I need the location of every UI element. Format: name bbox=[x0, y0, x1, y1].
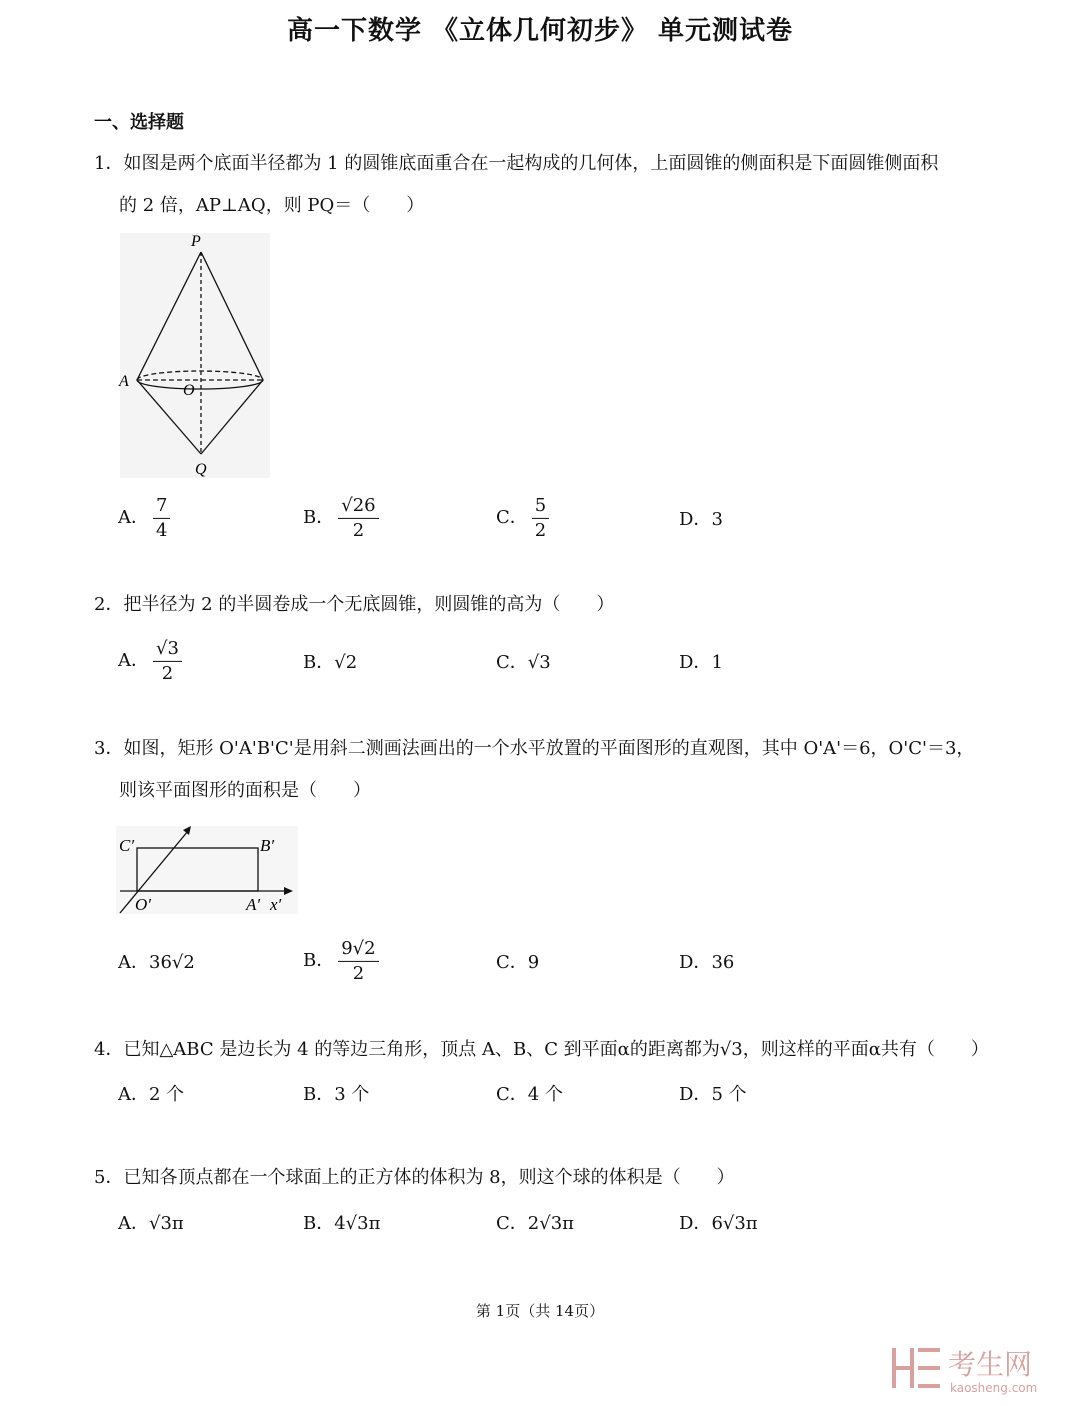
page-title: 高一下数学 《立体几何初步》 单元测试卷 bbox=[286, 16, 794, 46]
label-a-prime: A′ bbox=[246, 895, 261, 914]
question-3-line2: 则该平面图形的面积是（ ） bbox=[119, 780, 371, 801]
watermark-domain: kaosheng.com bbox=[950, 1381, 1038, 1395]
question-3 bbox=[94, 728, 994, 812]
label-p: P bbox=[191, 233, 201, 250]
question-4 bbox=[94, 1029, 1014, 1071]
label-o-prime: O′ bbox=[135, 895, 151, 914]
q1-option-a[interactable]: A． $\frac{7}{4}$ bbox=[118, 495, 170, 541]
watermark-mark-icon bbox=[894, 1348, 940, 1388]
label-x-prime: x′ bbox=[270, 895, 282, 914]
q5-option-d[interactable]: D．6√3π bbox=[679, 1213, 758, 1234]
q4-option-d[interactable]: D．5 个 bbox=[679, 1084, 747, 1105]
q4-option-a[interactable]: A．2 个 bbox=[118, 1084, 185, 1105]
question-1-line2: 的 2 倍，AP⊥AQ，则 PQ＝（ ） bbox=[119, 195, 425, 216]
page-footer: 第 1页（共 14页） bbox=[475, 1302, 605, 1320]
q1-option-b[interactable]: B． $\frac{√26}{2}$ bbox=[303, 495, 379, 541]
figure-oblique-rectangle bbox=[112, 822, 302, 917]
q2-option-d[interactable]: D．1 bbox=[679, 652, 723, 673]
q1-option-d[interactable]: D．3 bbox=[679, 509, 723, 530]
q5-option-a[interactable]: A．√3π bbox=[118, 1213, 184, 1234]
q2-option-c[interactable]: C．√3 bbox=[496, 652, 551, 673]
label-q: Q bbox=[195, 461, 207, 478]
watermark-logo bbox=[888, 1340, 1068, 1396]
label-o: O bbox=[183, 382, 195, 399]
q2-option-a[interactable]: A． $\frac{√3}{2}$ bbox=[118, 638, 182, 684]
q3-option-a[interactable]: A．36√2 bbox=[118, 952, 195, 973]
label-a: A bbox=[119, 373, 129, 390]
q4-option-b[interactable]: B．3 个 bbox=[303, 1084, 370, 1105]
q2-option-b[interactable]: B．√2 bbox=[303, 652, 358, 673]
q1-option-c[interactable]: C． $\frac{5}{2}$ bbox=[496, 495, 549, 541]
question-1 bbox=[94, 143, 994, 227]
question-4-line1: 4．已知△ABC 是边长为 4 的等边三角形，顶点 A、B、C 到平面α的距离都为√3，则这样的平面α共有（ ） bbox=[94, 1039, 989, 1060]
watermark-brand: 考生网 bbox=[948, 1348, 1033, 1381]
label-c: C′ bbox=[119, 836, 135, 855]
question-2-line1: 2．把半径为 2 的半圆卷成一个无底圆锥，则圆锥的高为（ ） bbox=[94, 594, 615, 615]
q3-option-b[interactable]: B． $\frac{9√2}{2}$ bbox=[303, 938, 379, 984]
question-5-line1: 5．已知各顶点都在一个球面上的正方体的体积为 8，则这个球的体积是（ ） bbox=[94, 1167, 735, 1188]
question-3-line1: 3．如图，矩形 O'A'B'C'是用斜二测画法画出的一个水平放置的平面图形的直观图，其中 O'A'＝6，O'C'＝3， bbox=[94, 738, 975, 759]
label-b: B′ bbox=[260, 836, 275, 855]
q3-option-d[interactable]: D．36 bbox=[679, 952, 735, 973]
question-5 bbox=[94, 1157, 994, 1199]
question-2 bbox=[94, 584, 994, 626]
figure-double-cone bbox=[115, 228, 275, 483]
q4-option-c[interactable]: C．4 个 bbox=[496, 1084, 563, 1105]
q3-option-c[interactable]: C．9 bbox=[496, 952, 540, 973]
q5-option-b[interactable]: B．4√3π bbox=[303, 1213, 381, 1234]
section-heading: 一、选择题 bbox=[94, 112, 184, 133]
q5-option-c[interactable]: C．2√3π bbox=[496, 1213, 574, 1234]
question-1-line1: 1．如图是两个底面半径都为 1 的圆锥底面重合在一起构成的几何体，上面圆锥的侧面积是下面圆锥侧面积 bbox=[94, 153, 939, 174]
